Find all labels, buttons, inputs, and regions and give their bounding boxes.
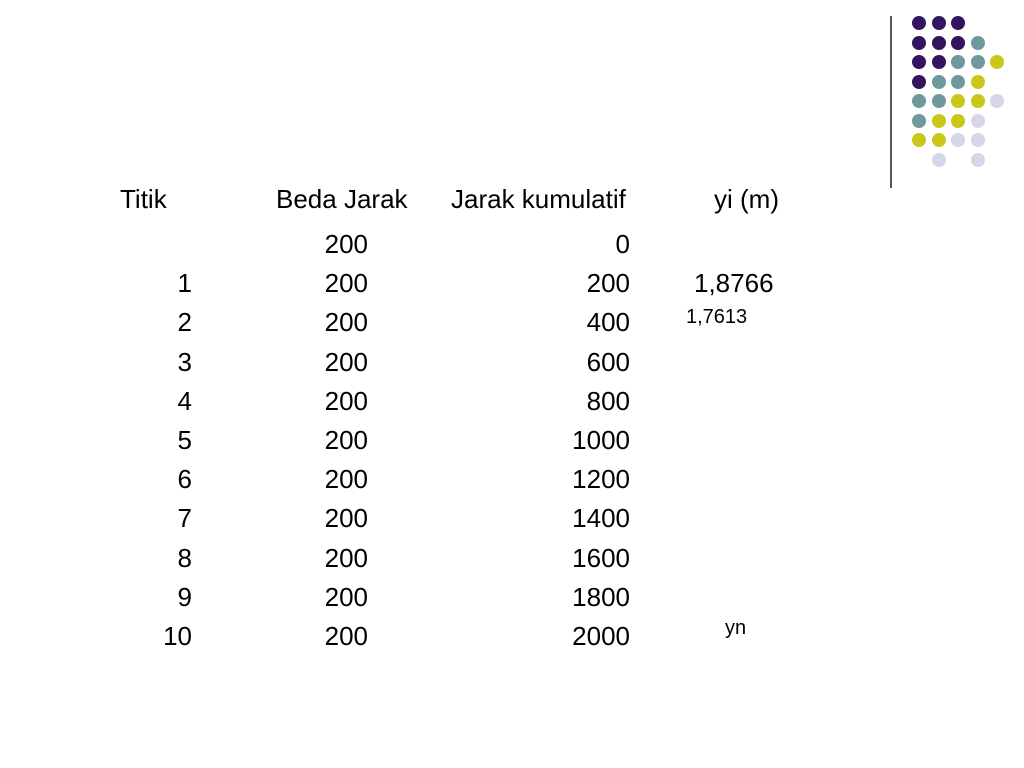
decorative-dot <box>951 36 965 50</box>
jarak-kumulatif-cell: 1200 <box>572 464 630 495</box>
decorative-dot-grid <box>0 0 1024 200</box>
decorative-dot <box>932 114 946 128</box>
jarak-kumulatif-cell: 1800 <box>572 581 630 612</box>
titik-cell: 2 <box>177 307 192 338</box>
decorative-dot <box>912 55 926 69</box>
decorative-dot <box>971 36 985 50</box>
decorative-dot <box>971 94 985 108</box>
jarak-kumulatif-cell: 600 <box>586 346 630 377</box>
decorative-dot <box>932 94 946 108</box>
header-jarak-kumulatif: Jarak kumulatif <box>451 184 626 214</box>
yi-cell: yn <box>725 617 747 639</box>
decorative-dot <box>912 114 926 128</box>
beda-jarak-cell: 200 <box>324 621 368 651</box>
jarak-kumulatif-cell: 1000 <box>572 425 630 455</box>
beda-jarak-cell: 200 <box>324 307 368 338</box>
decorative-dot <box>912 75 926 89</box>
decorative-dot <box>990 55 1004 69</box>
yi-cell: 1,7613 <box>686 306 748 329</box>
yi-cell: 1,8766 <box>694 268 774 299</box>
jarak-kumulatif-cell: 0 <box>615 229 630 259</box>
titik-cell: 5 <box>177 425 192 455</box>
decorative-dot <box>951 55 965 69</box>
titik-cell: 7 <box>177 503 192 534</box>
decorative-dot <box>951 114 965 128</box>
jarak-kumulatif-cell: 800 <box>586 385 630 416</box>
decorative-dot <box>951 94 965 108</box>
decorative-dot <box>951 133 965 147</box>
decorative-dot <box>912 133 926 147</box>
vertical-divider <box>890 16 892 188</box>
beda-jarak-cell: 200 <box>324 425 368 455</box>
beda-jarak-cell: 200 <box>324 229 368 259</box>
titik-cell: 4 <box>177 385 192 416</box>
decorative-dot <box>971 153 985 167</box>
decorative-dot <box>912 16 926 30</box>
decorative-dot <box>951 75 965 89</box>
beda-jarak-cell: 200 <box>324 268 368 299</box>
beda-jarak-cell: 200 <box>324 346 368 377</box>
decorative-dot <box>971 75 985 89</box>
titik-cell: 6 <box>177 464 192 495</box>
beda-jarak-cell: 200 <box>324 542 368 573</box>
titik-cell: 9 <box>177 581 192 612</box>
decorative-dot <box>951 16 965 30</box>
jarak-kumulatif-cell: 2000 <box>572 621 630 651</box>
jarak-kumulatif-cell: 200 <box>586 268 630 299</box>
decorative-dot <box>932 36 946 50</box>
decorative-dot <box>912 36 926 50</box>
decorative-dot <box>971 133 985 147</box>
jarak-kumulatif-cell: 1400 <box>572 503 630 534</box>
header-beda-jarak: Beda Jarak <box>276 184 408 214</box>
titik-cell: 8 <box>177 542 192 573</box>
beda-jarak-cell: 200 <box>324 581 368 612</box>
header-titik: Titik <box>120 184 167 214</box>
decorative-dot <box>932 133 946 147</box>
decorative-dot <box>912 94 926 108</box>
header-yi: yi (m) <box>714 184 779 214</box>
titik-cell: 10 <box>163 621 192 651</box>
decorative-dot <box>932 55 946 69</box>
jarak-kumulatif-cell: 1600 <box>572 542 630 573</box>
decorative-dot <box>932 75 946 89</box>
decorative-dot <box>990 94 1004 108</box>
jarak-kumulatif-cell: 400 <box>586 307 630 338</box>
decorative-dot <box>932 16 946 30</box>
decorative-dot <box>971 114 985 128</box>
titik-cell: 3 <box>177 346 192 377</box>
titik-cell: 1 <box>177 268 192 299</box>
decorative-dot <box>932 153 946 167</box>
decorative-dot <box>971 55 985 69</box>
beda-jarak-cell: 200 <box>324 503 368 534</box>
beda-jarak-cell: 200 <box>324 385 368 416</box>
beda-jarak-cell: 200 <box>324 464 368 495</box>
